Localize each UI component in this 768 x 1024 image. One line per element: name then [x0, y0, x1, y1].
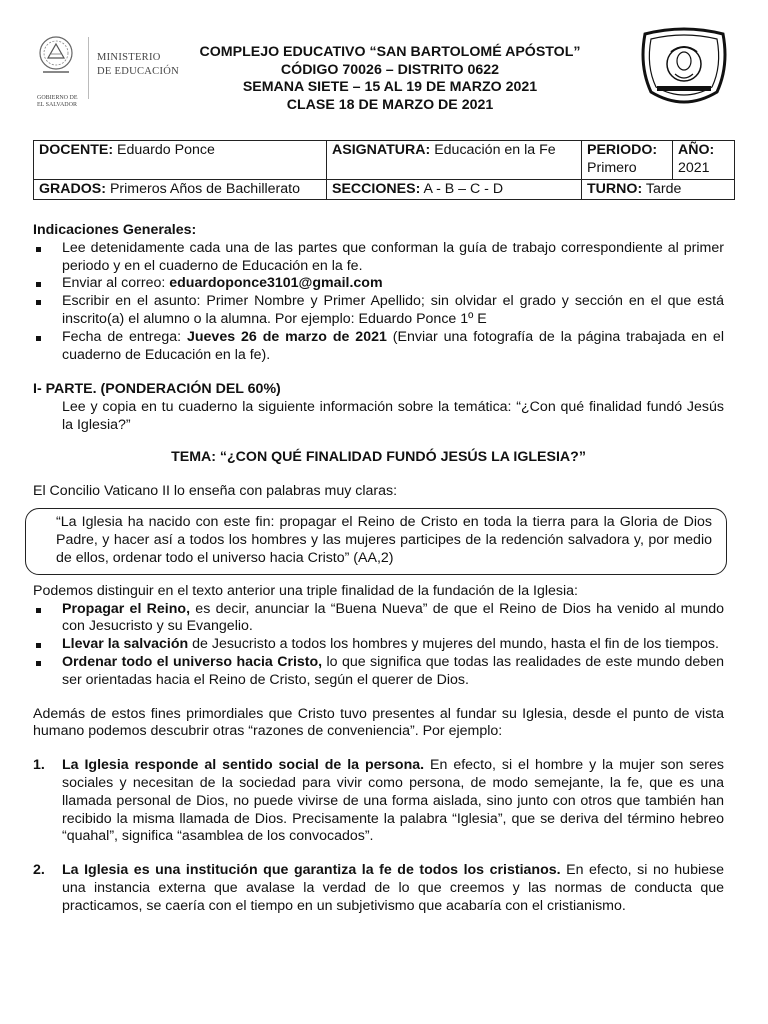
ministry-name [97, 51, 179, 79]
list-item [33, 654, 724, 690]
tema-title: TEMA: “¿CON QUÉ FINALIDAD FUNDÓ JESÚS LA IGLESIA?” [171, 448, 586, 465]
turno-label: TURNO: [587, 180, 643, 197]
razon-1-text: En efecto, si el hombre y la mujer son seres sociales y necesitan de la sociedad para vivir como persona, de modo semejante, la fe, que es una llamada personal de Dios, no puede vivirse de una forma aislada, sino junto con otros que también han recibido la misma llamada de Dios. Precisamente la palabra “Iglesia”, que se deriva del término hebreo “quahal”, significa “asamblea de los convocados”. [62, 757, 724, 845]
anio-label: AÑO: [678, 142, 715, 158]
part-1-instruction: Lee y copia en tu cuaderno la siguiente información sobre la temática: “¿Con qué finalidad fundó Jesús la Iglesia?” [62, 399, 724, 433]
secciones-cell [327, 179, 582, 200]
docente-label: DOCENTE: [39, 142, 114, 158]
school-seal-icon [637, 26, 731, 108]
indicacion-1: Lee detenidamente cada una de las partes que conforman la guía de trabajo correspondiente al primer periodo y en el cuaderno de Educación en la fe. [62, 239, 724, 274]
logo-divider [88, 37, 89, 99]
periodo-label: PERIODO: [587, 142, 658, 158]
ministry-line-1: MINISTERIO [97, 52, 161, 63]
asignatura-label: ASIGNATURA: [332, 142, 431, 158]
fin-3-text: lo que significa que todas las realidades de este mundo deben ser orientadas hacia el Reino de Cristo, según el querer de Dios. [62, 653, 724, 688]
asignatura-value: Educación en la Fe [430, 142, 556, 158]
razones-list [33, 757, 724, 915]
class-date: CLASE 18 DE MARZO DE 2021 [286, 96, 494, 113]
gov-line-1: GOBIERNO DE [37, 95, 78, 101]
list-item [33, 293, 724, 329]
list-item [33, 329, 724, 365]
ministry-logo [37, 33, 187, 108]
indicacion-2-text: Enviar al correo: [62, 275, 170, 292]
list-item [33, 240, 724, 276]
list-item [33, 275, 724, 293]
secciones-value: A - B – C - D [420, 180, 504, 197]
gov-line-2: EL SALVADOR [37, 102, 77, 108]
razon-1-number: 1. [33, 757, 45, 774]
coat-of-arms-icon [37, 33, 75, 93]
razon-2-text: En efecto, si no hubiese una instancia externa que avalase la verdad de lo que creemos y las normas de conducta que practicamos, se caería con el tiempo en un subjetivismo que acabaría con el cristianismo. [62, 862, 724, 914]
document-body [33, 222, 724, 916]
info-row-1 [34, 141, 735, 180]
indicacion-4-post: (Enviar una fotografía de la página trabajada en el cuaderno de Educación en la fe). [62, 328, 724, 363]
fin-2-bold: Llevar la salvación [62, 636, 189, 653]
grados-label: GRADOS: [39, 180, 106, 197]
government-name [37, 95, 78, 109]
anio-cell [673, 141, 735, 180]
razon-2-number: 2. [33, 862, 45, 879]
fin-3-bold: Ordenar todo el universo hacia Cristo, [62, 653, 323, 670]
asignatura-cell [327, 141, 582, 180]
list-item [33, 601, 724, 637]
concilio-intro: El Concilio Vaticano II lo enseña con palabras muy claras: [33, 482, 398, 499]
turno-cell [582, 179, 735, 200]
razon-1-bold: La Iglesia responde al sentido social de la persona. [62, 757, 425, 774]
fin-1-bold: Propagar el Reino, [62, 600, 191, 617]
quote-box [25, 508, 727, 574]
indicaciones-list [33, 240, 724, 365]
indicaciones-title: Indicaciones Generales: [33, 222, 197, 238]
periodo-cell [582, 141, 673, 180]
docente-value: Eduardo Ponce [113, 142, 215, 158]
indicacion-3: Escribir en el asunto: Primer Nombre y Primer Apellido; sin olvidar el grado y sección en el que está inscrito(a) el alumno o la alumna. Por ejemplo: Eduardo Ponce 1º E [62, 293, 724, 327]
docente-cell [34, 141, 327, 180]
razon-2-bold: La Iglesia es una institución que garantiza la fe de todos los cristianos. [62, 862, 561, 879]
school-name: COMPLEJO EDUCATIVO “SAN BARTOLOMÉ APÓSTOL” [199, 44, 581, 60]
info-row-2 [34, 179, 735, 200]
school-code: CÓDIGO 70026 – DISTRITO 0622 [280, 61, 500, 78]
indicacion-4-pre: Fecha de entrega: [62, 328, 187, 345]
document-header [190, 44, 590, 114]
grados-value: Primeros Años de Bachillerato [106, 180, 300, 197]
ministry-line-2: DE EDUCACIÓN [97, 66, 180, 77]
ademas-paragraph: Además de estos fines primordiales que Cristo tuvo presentes al fundar su Iglesia, desde el punto de vista humano podemos descubrir otras “razones de conveniencia”. Por ejemplo: [33, 705, 724, 740]
anio-value: 2021 [678, 159, 710, 176]
turno-value: Tarde [642, 180, 682, 197]
finalidad-intro: Podemos distinguir en el texto anterior una triple finalidad de la fundación de la Iglesia: [33, 582, 578, 599]
part-1-heading: I- PARTE. (PONDERACIÓN DEL 60%) [33, 381, 281, 398]
list-item [33, 757, 724, 846]
fin-1-text: es decir, anunciar la “Buena Nueva” de que el Reino de Dios ha venido al mundo con Jesucristo y su Evangelio. [62, 600, 724, 635]
fin-2-text: de Jesucristo a todos los hombres y mujeres del mundo, hasta el fin de los tiempos. [188, 636, 719, 653]
list-item [33, 862, 724, 915]
list-item [33, 636, 724, 654]
week-line: SEMANA SIETE – 15 AL 19 DE MARZO 2021 [242, 79, 538, 96]
info-table [33, 140, 735, 200]
due-date: Jueves 26 de marzo de 2021 [186, 328, 387, 345]
grados-cell [34, 179, 327, 200]
periodo-value: Primero [587, 159, 637, 176]
secciones-label: SECCIONES: [332, 180, 421, 197]
quote-text: “La Iglesia ha nacido con este fin: propagar el Reino de Cristo en toda la tierra para la Gloria de Dios Padre, y hacer así a todos los hombres y las mujeres participes de la redención salvadora y, por medio de ellos, ordenar todo el universo hacia Cristo” (AA,2) [56, 514, 712, 566]
email-address: eduardoponce3101@gmail.com [169, 275, 383, 292]
finalidades-list [33, 601, 724, 690]
